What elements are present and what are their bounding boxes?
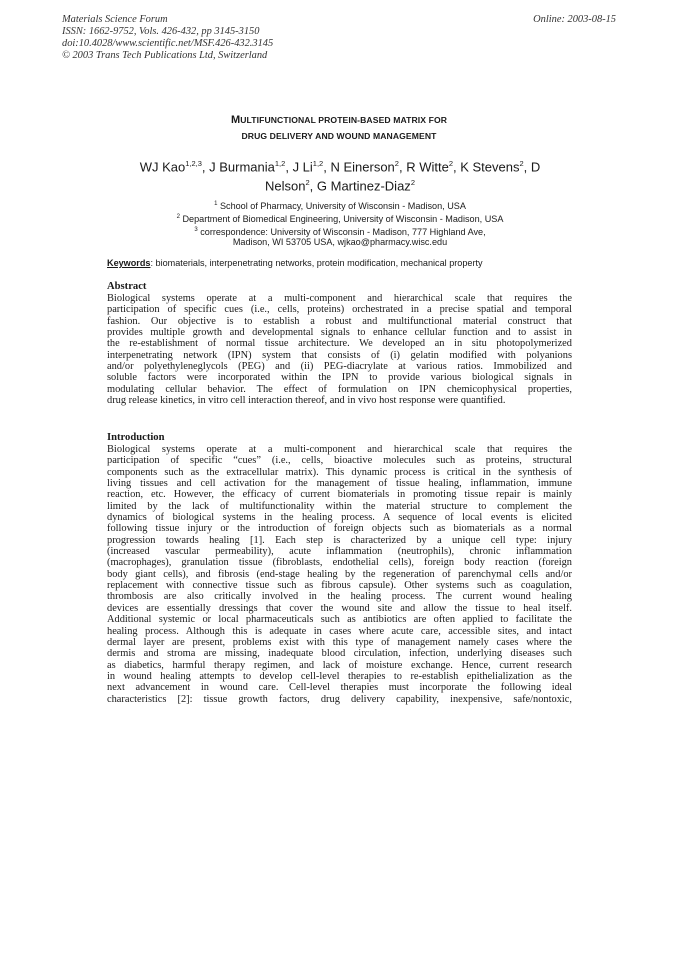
page-header xyxy=(62,14,273,62)
text-line: replacement with connective tissue such as fibrous capsule). Other systems such as coagulation, xyxy=(107,580,572,592)
affiliation-line xyxy=(100,199,580,212)
affiliation-mark: 1 xyxy=(214,201,218,207)
affiliations xyxy=(100,199,580,248)
author-list xyxy=(100,156,580,194)
text-line: (increased vascular permeability), acute inflammation (neutrophils), chronic inflammation xyxy=(107,546,572,558)
keywords-label: Keywords xyxy=(107,258,151,268)
author-name: R Witte xyxy=(406,159,449,175)
title-rest: ULTIFUNCTIONAL PROTEIN-BASED MATRIX FOR xyxy=(240,115,448,125)
text-line: healing process. Although this is adequate in cases where acute care, accessible sites, and intact xyxy=(107,625,572,637)
text-line: progression towards healing [1]. Each step is characterized by a unique cell type: injury xyxy=(107,534,572,546)
text-line: participation of specific cues (i.e., cells, proteins) orchestrated in a precise spatial and temporal xyxy=(107,304,572,316)
text-line: living tissues and cell activation for the management of tissue healing, inflammation, immune xyxy=(107,478,572,490)
text-line: reaction, etc. However, the efficacy of current biomaterials in promoting tissue repair is mainly xyxy=(107,489,572,501)
text-line: soluble factors were incorporated within the IPN to provide various biological signals in xyxy=(107,372,572,384)
text-line: modulating cellular behavior. The effect of formulation on IPN chemicophysical properties, xyxy=(107,383,572,395)
text-line: dermis and stroma are missing, inadequate blood circulation, infection, underlying diseases such xyxy=(107,648,572,660)
text-line: characteristics [2]: tissue growth factors, drug delivery capability, inexpensive, safe/nontoxic, xyxy=(107,693,572,705)
text-line: participation of specific “cues” (i.e., cells, bioactive molecules such as proteins, structural xyxy=(107,455,572,467)
issn: ISSN: 1662-9752, Vols. 426-432, pp 3145-3150 xyxy=(62,26,260,37)
author-name: J Li xyxy=(292,159,313,175)
affiliation-text: correspondence: University of Wisconsin - Madison, 777 Highland Ave, xyxy=(200,226,486,237)
affiliation-line xyxy=(100,237,580,248)
text-line: the re-establishment of normal tissue architecture. We developed an in situ photopolymerized xyxy=(107,338,572,350)
author-affiliation-mark: 2 xyxy=(410,177,415,187)
paper-title-line-1 xyxy=(0,114,678,126)
author-affiliation-mark: 2 xyxy=(305,177,310,187)
text-line: Biological systems operate at a multi-component and hierarchical scale that requires the xyxy=(107,444,572,455)
text-line: components such as the extracellular matrix). This dynamic process is critical in the synthesis of xyxy=(107,466,572,478)
introduction-heading: Introduction xyxy=(107,432,165,443)
affiliation-line xyxy=(100,212,580,225)
abstract-heading: Abstract xyxy=(107,281,147,292)
title-initial: M xyxy=(230,114,241,126)
text-line: following tissue injury or the introduction of foreign objects such as biomaterials as a normal xyxy=(107,523,572,535)
text-line: fashion. Our objective is to establish a robust and multifunctional material construct that xyxy=(107,315,572,327)
affiliation-text: Madison, WI 53705 USA, wjkao@pharmacy.wisc.edu xyxy=(232,237,448,248)
affiliation-mark: 3 xyxy=(194,226,198,233)
text-line: (macrophages), granulation tissue (fibroblasts, endothelial cells), foreign body reaction (foreign xyxy=(107,557,572,569)
introduction-body xyxy=(107,444,572,705)
author-name: K Stevens xyxy=(460,159,520,175)
keywords-text: : biomaterials, interpenetrating networks, protein modification, mechanical property xyxy=(150,258,483,268)
author-name: J Burmania xyxy=(209,159,275,175)
text-line: drug release kinetics, in vitro cell interaction thereof, and in vivo host response were quantified. xyxy=(107,395,506,407)
text-line: thrombosis are also critically involved in the healing process. The current wound healing xyxy=(107,591,572,603)
keywords xyxy=(107,258,483,268)
author-affiliation-mark: 2 xyxy=(394,159,399,168)
author-line: Nelson$^2$, G Martinez-Diaz$^2$ xyxy=(265,177,415,194)
author-name: N Einerson xyxy=(330,159,395,175)
text-line: interpenetrating network (IPN) system that consists of (i) gelatin modified with polyanions xyxy=(107,349,572,361)
abstract-body xyxy=(107,293,572,406)
affiliation-mark: 2 xyxy=(176,213,180,220)
text-line: limited by the lack of multifunctionality within the material structure to complement the xyxy=(107,500,572,512)
copyright: © 2003 Trans Tech Publications Ltd, Switzerland xyxy=(62,50,268,61)
text-line: dermal layer are present, problems exist with this type of management namely cases where the xyxy=(107,636,572,648)
text-line: provides multiple growth and developmental signals to enhance cellular function and to assist in xyxy=(107,327,572,339)
text-line: and/or polyethyleneglycols (PEG) and (ii) PEG-diacrylate at various ratios. Immobilized and xyxy=(107,361,572,373)
author-affiliation-mark: 2 xyxy=(448,159,453,168)
author-name-part: Nelson xyxy=(265,178,306,194)
author-affiliation-mark: 1,2 xyxy=(312,159,324,168)
paper-title-line-2: DRUG DELIVERY AND WOUND MANAGEMENT xyxy=(241,131,437,141)
online-date: Online: 2003-08-15 xyxy=(533,14,616,25)
text-line: in wound healing attempts to develop cell-level therapies to re-establish epithelialization as the xyxy=(107,670,572,682)
author-name: WJ Kao xyxy=(139,159,186,175)
affiliation-text: School of Pharmacy, University of Wisconsin - Madison, USA xyxy=(219,201,466,212)
text-line: next advancement in wound care. Cell-level therapies must incorporate the following ideal xyxy=(107,682,572,694)
affiliation-text: Department of Biomedical Engineering, University of Wisconsin - Madison, USA xyxy=(182,213,504,224)
author-name-part: D xyxy=(530,159,541,175)
text-line: Biological systems operate at a multi-component and hierarchical scale that requires the xyxy=(107,293,572,304)
author-line: WJ Kao$^{1,2,3}$, J Burmania$^{1,2}$, J Li$^{1,2}$, N Einerson$^2$, R Witte$^2$, K Stevens$^2$, D xyxy=(139,159,541,175)
text-line: Additional systemic or local pharmaceuticals such as antibiotics are often applied to facilitate the xyxy=(107,614,572,626)
author-affiliation-mark: 1,2 xyxy=(274,159,286,168)
affiliation-line xyxy=(100,225,580,238)
text-line: as diabetics, harmful therapy regimen, and lack of moisture exchange. Hence, current research xyxy=(107,659,572,671)
author-affiliation-mark: 1,2,3 xyxy=(185,159,202,168)
text-line: dynamics of biological systems in the healing process. A sequence of local events is elicited xyxy=(107,512,572,524)
journal-name: Materials Science Forum xyxy=(62,14,168,25)
doi: doi:10.4028/www.scientific.net/MSF.426-432.3145 xyxy=(62,38,274,49)
text-line: body giant cells), and fibrosis (end-stage healing by the regeneration of parenchymal cells and/or xyxy=(107,568,572,580)
author-name: G Martinez-Diaz xyxy=(316,178,411,194)
author-affiliation-mark: 2 xyxy=(519,159,524,168)
text-line: devices are essentially dressings that cover the wound site and allow the tissue to heal itself. xyxy=(107,602,572,614)
